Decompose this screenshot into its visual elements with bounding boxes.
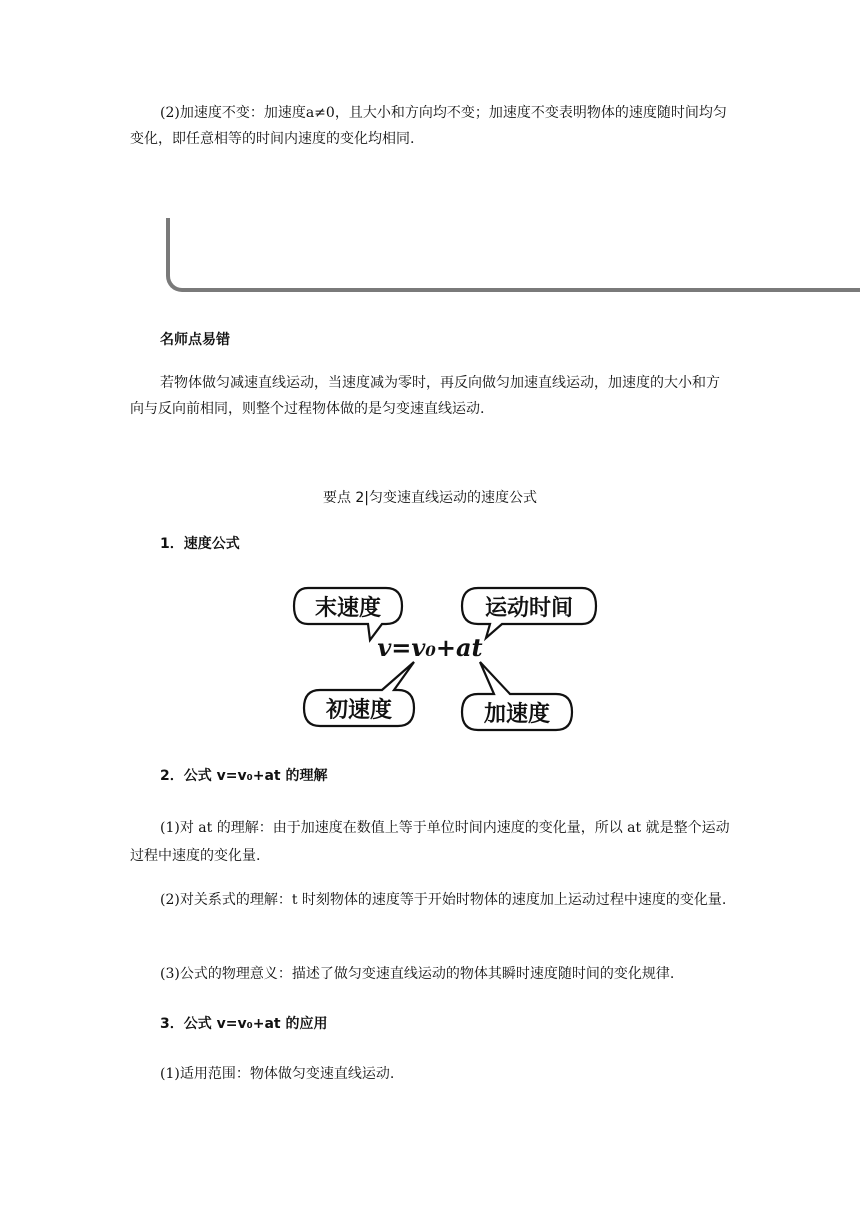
section-title: 要点 2|匀变速直线运动的速度公式 — [322, 490, 538, 506]
acceleration-label: 加速度 — [483, 702, 551, 727]
velocity-formula: v=v₀+at — [377, 633, 483, 662]
understanding-item-3: (3)公式的物理意义：描述了做匀变速直线运动的物体其瞬时速度随时间的变化规律. — [160, 966, 675, 982]
heading-velocity-formula: 1．速度公式 — [160, 536, 240, 552]
time-label: 运动时间 — [484, 596, 574, 621]
heading-understanding: 2．公式 v=v₀+at 的理解 — [160, 768, 328, 784]
application-item-1: (1)适用范围：物体做匀变速直线运动. — [160, 1066, 395, 1082]
heading-application: 3．公式 v=v₀+at 的应用 — [160, 1016, 328, 1032]
intro-paragraph: (2)加速度不变：加速度a≠0，且大小和方向均不变；加速度不变表明物体的速度随时间均匀变化，即任意相等的时间内速度的变化均相同. — [130, 105, 727, 147]
section-frame — [166, 218, 860, 292]
understanding-item-1: (1)对 at 的理解：由于加速度在数值上等于单位时间内速度的变化量，所以 at 就是整个运动过程中速度的变化量. — [130, 820, 730, 864]
initial-velocity-label: 初速度 — [325, 698, 393, 723]
final-velocity-label: 末速度 — [314, 596, 382, 621]
understanding-item-2: (2)对关系式的理解：t 时刻物体的速度等于开始时物体的速度加上运动过程中速度的变化量. — [160, 892, 727, 908]
tip-title: 名师点易错 — [160, 332, 230, 348]
velocity-formula-diagram — [290, 580, 600, 740]
tip-body: 若物体做匀减速直线运动，当速度减为零时，再反向做匀加速直线运动，加速度的大小和方向与反向前相同，则整个过程物体做的是匀变速直线运动. — [130, 375, 720, 417]
